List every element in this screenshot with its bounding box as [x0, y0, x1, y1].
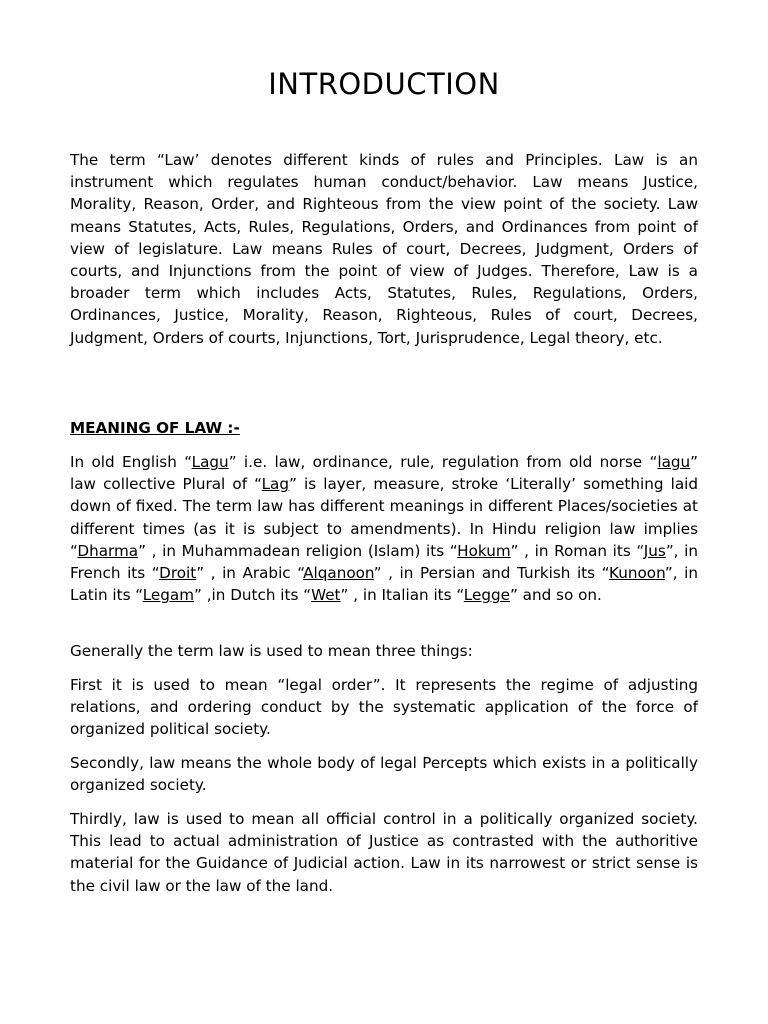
meaning-text: ”, in French its “ — [70, 541, 698, 583]
term-lagu: Lagu — [191, 453, 229, 471]
third-meaning-paragraph: Thirdly, law is used to mean all official control in a politically organized society. This lead to actual administration of Justice as contrasted with the authoritive material for the Guidance of Judicial action. Law in its narrowest or strict sense is the civil law or the law of the land. — [70, 810, 698, 895]
meaning-text: ” is layer, measure, stroke ‘Literally’ something laid down of fixed. The term law has different meanings in different Places/societies at different times (as it is subject to amendments). In Hindu religion law implies “ — [70, 475, 698, 560]
term-hokum: Hokum — [457, 541, 511, 560]
first-meaning-paragraph: First it is used to mean “legal order”. It represents the regime of adjusting relations, and ordering conduct by the systematic application of the force of organized political society. — [70, 676, 698, 739]
meaning-text: ” , in Muhammadean religion (Islam) its “ — [138, 541, 458, 560]
term-legge: Legge — [463, 586, 510, 605]
term-droit: Droit — [159, 564, 197, 583]
meaning-text: ” , in Persian and Turkish its “ — [373, 564, 610, 583]
term-lagu-norse: lagu — [657, 453, 691, 471]
term-kunoon: Kunoon — [609, 564, 665, 583]
meaning-text: ” ,in Dutch its “ — [194, 586, 312, 605]
generally-paragraph: Generally the term law is used to mean three things: — [70, 642, 473, 660]
meaning-text: ” , in Arabic “ — [196, 564, 304, 583]
meaning-text: ” law collective Plural of “ — [70, 453, 699, 494]
term-legam: Legam — [142, 586, 194, 605]
meaning-paragraph — [70, 451, 698, 606]
meaning-text: ” and so on. — [509, 586, 602, 605]
meaning-text: ” i.e. law, ordinance, rule, regulation from old norse “ — [228, 453, 658, 471]
term-lag: Lag — [261, 475, 289, 494]
second-meaning-paragraph: Secondly, law means the whole body of legal Percepts which exists in a politically organized society. — [70, 754, 698, 795]
term-jus: Jus — [643, 541, 666, 560]
term-wet: Wet — [311, 586, 341, 605]
meaning-text: ” , in Italian its “ — [340, 586, 464, 605]
page-title: INTRODUCTION — [268, 67, 500, 101]
meaning-text: ”, in Latin its “ — [70, 564, 698, 605]
term-alqanoon: Alqanoon — [303, 564, 374, 583]
term-dharma: Dharma — [77, 541, 139, 560]
meaning-text: ” , in Roman its “ — [510, 541, 644, 560]
intro-paragraph: The term “Law’ denotes different kinds of rules and Principles. Law is an instrument which regulates human conduct/behavior. Law means Justice, Morality, Reason, Order, and Righteous from the view point of the society. Law means Statutes, Acts, Rules, Regulations, Orders, and Ordinances from point of view of legislature. Law means Rules of court, Decrees, Judgment, Orders of courts, and Injunctions from the point of view of Judges. Therefore, Law is a broader term which includes Acts, Statutes, Rules, Regulations, Orders, Ordinances, Justice, Morality, Reason, Righteous, Rules of court, Decrees, Judgment, Orders of courts, Injunctions, Tort, Jurisprudence, Legal theory, etc. — [70, 151, 698, 347]
meaning-text: In old English “ — [70, 453, 192, 471]
section-heading-meaning-of-law: MEANING OF LAW :- — [70, 419, 240, 437]
